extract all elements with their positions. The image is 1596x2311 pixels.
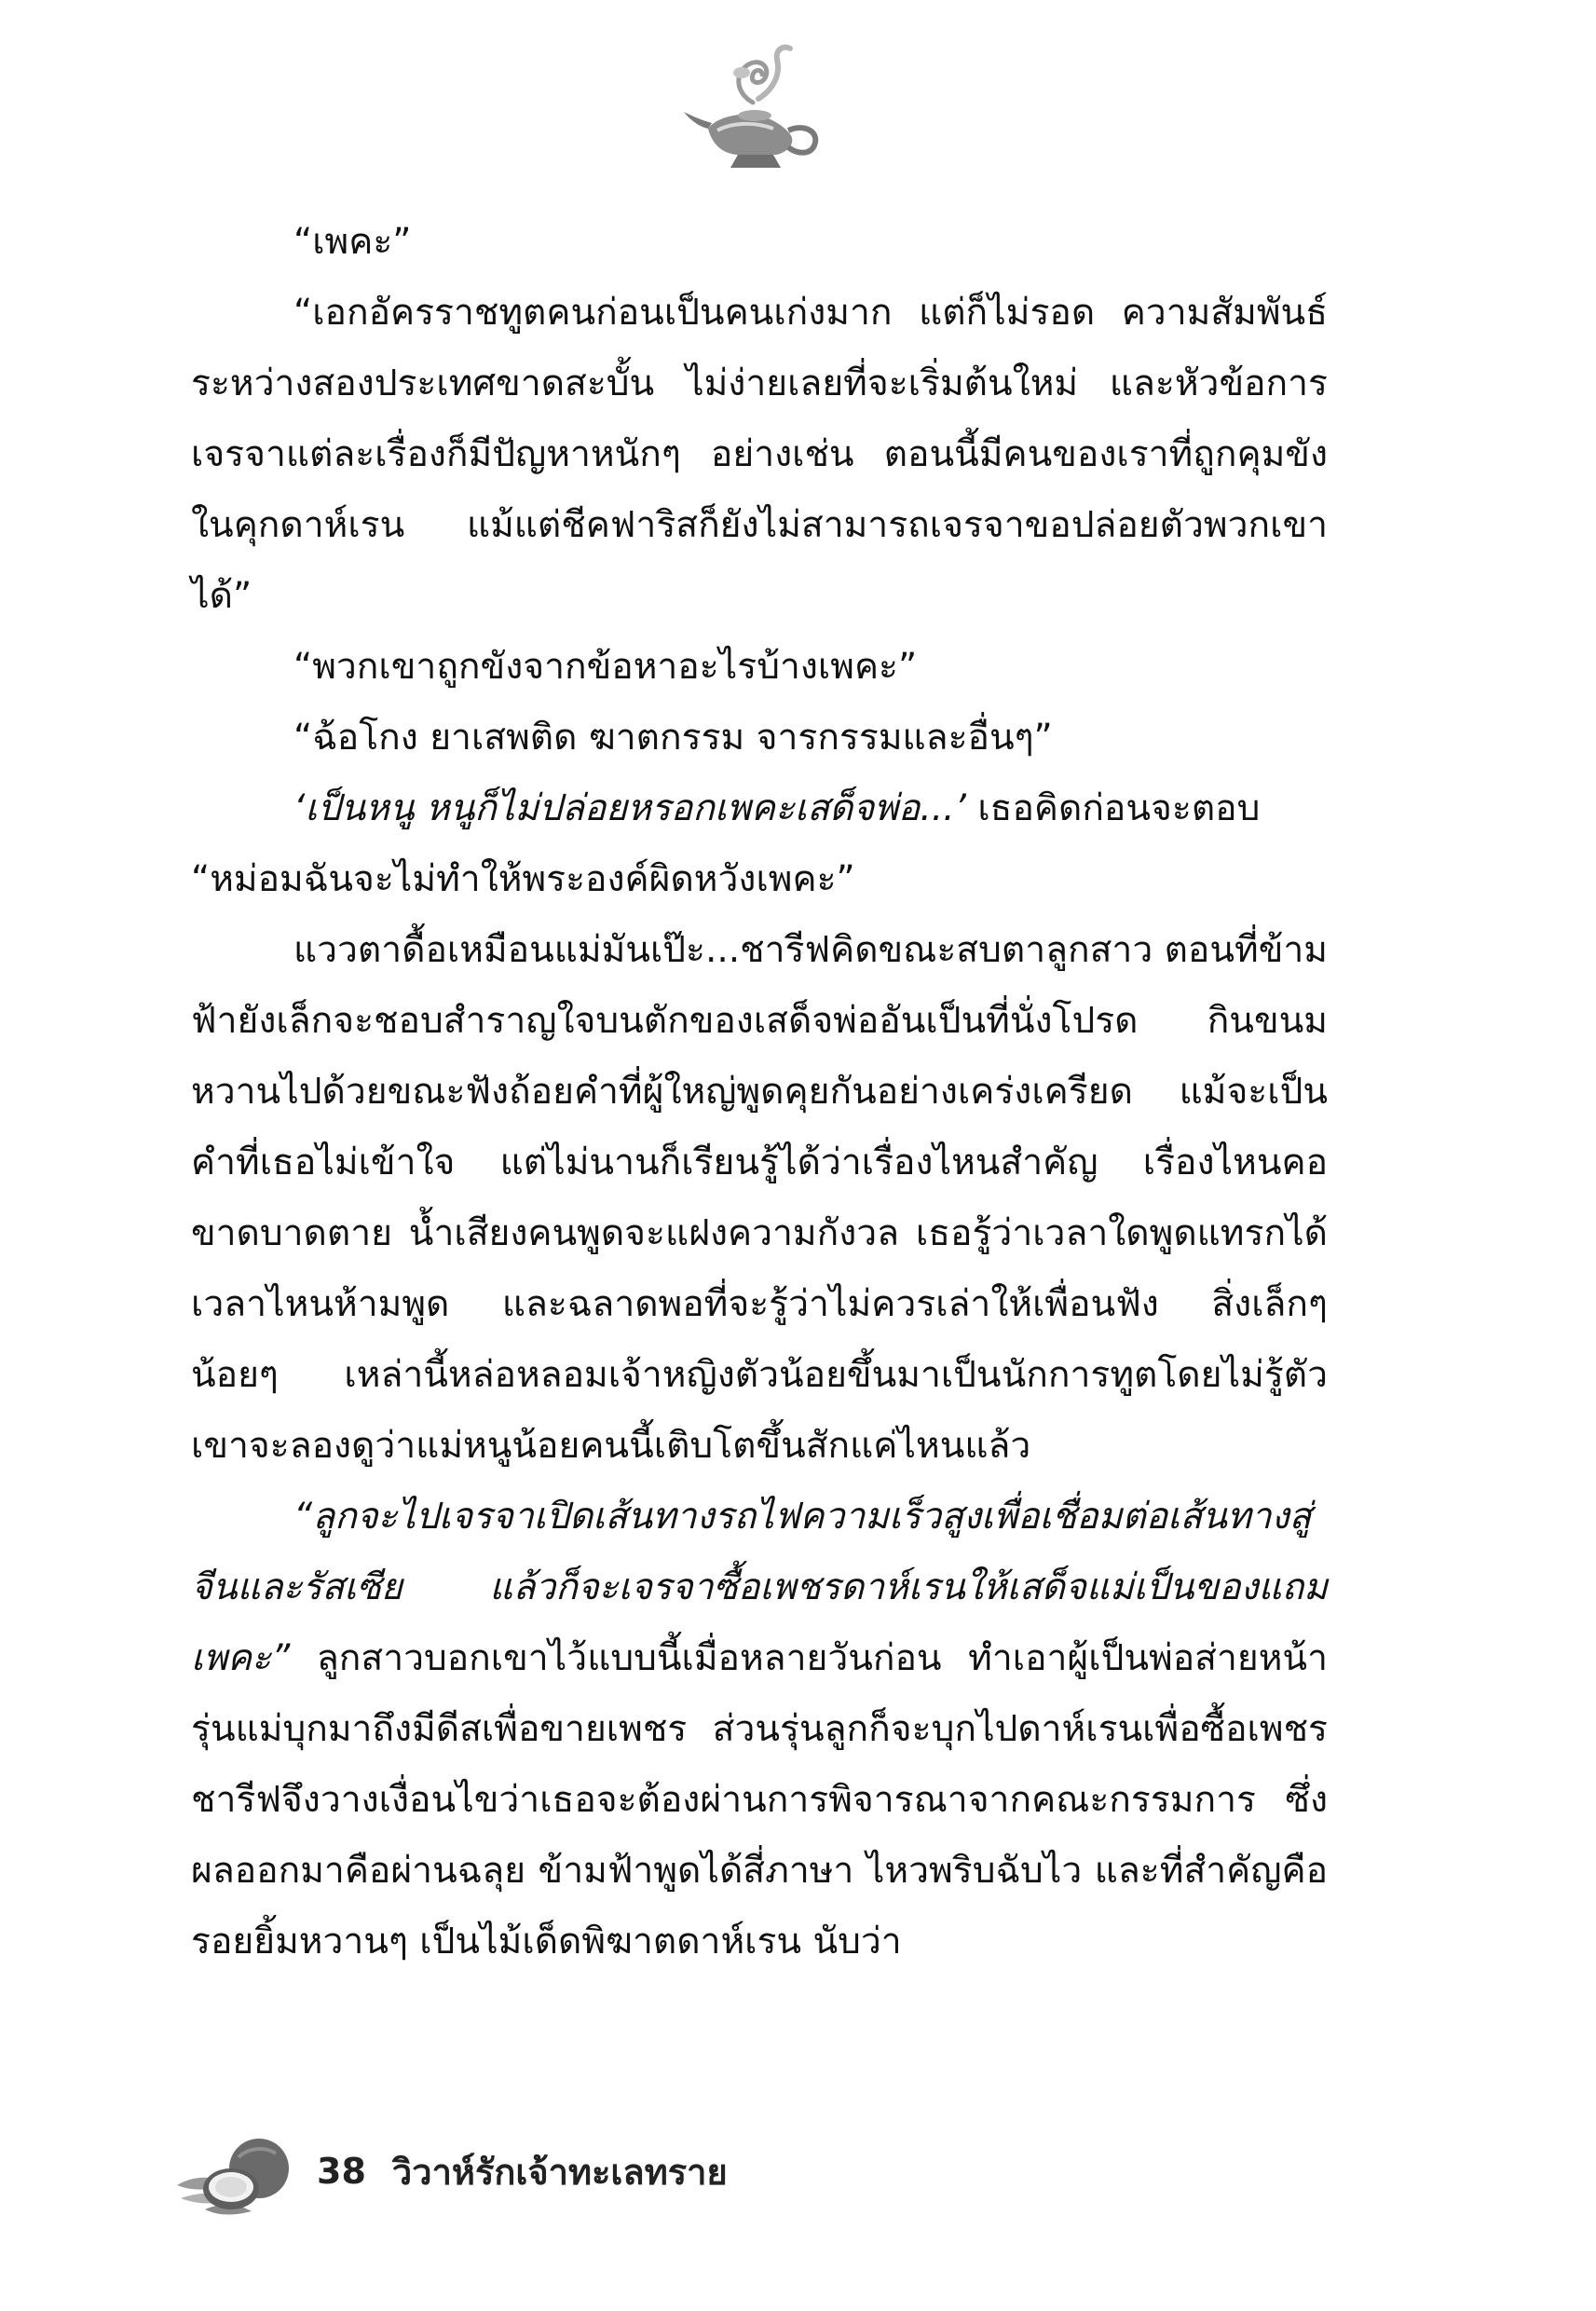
coconut-icon	[168, 2120, 298, 2222]
book-title: วิวาห์รักเจ้าทะเลทราย	[391, 2151, 728, 2193]
text-run: ลูกสาวบอกเขาไว้แบบนี้เมื่อหลายวันก่อน ทำเอาผู้เป็นพ่อส่ายหน้า รุ่นแม่บุกมาถึงมีดีสเพื่อขายเพชร ส่วนรุ่นลูกก็จะบุกไปดาห์เรนเพื่อซื้อเพชร ชารีฟจึงวางเงื่อนไขว่าเธอจะต้องผ่านการพิจารณาจากคณะกรรมการ ซึ่งผลออกมาคือผ่านฉลุย ข้ามฟ้าพูดได้สี่ภาษา ไหวพริบฉับไว และที่สำคัญคือรอยยิ้มหวานๆ เป็นไม้เด็ดพิฆาตดาห์เรน นับว่า	[191, 1637, 1328, 1962]
text-run: แววตาดื้อเหมือนแม่มันเป๊ะ...ชารีฟคิดขณะสบตาลูกสาว ตอนที่ข้ามฟ้ายังเล็กจะชอบสำราญใจบนตักของเสด็จพ่ออันเป็นที่นั่งโปรด กินขนมหวานไปด้วยขณะฟังถ้อยคำที่ผู้ใหญ่พูดคุยกันอย่างเคร่งเครียด แม้จะเป็นคำที่เธอไม่เข้าใจ แต่ไม่นานก็เรียนรู้ได้ว่าเรื่องไหนสำคัญ เรื่องไหนคอขาดบาดตาย น้ำเสียงคนพูดจะแฝงความกังวล เธอรู้ว่าเวลาใดพูดแทรกได้ เวลาไหนห้ามพูด และฉลาดพอที่จะรู้ว่าไม่ควรเล่าให้เพื่อนฟัง สิ่งเล็กๆ น้อยๆ เหล่านี้หล่อหลอมเจ้าหญิงตัวน้อยขึ้นมาเป็นนักการทูตโดยไม่รู้ตัว เขาจะลองดูว่าแม่หนูน้อยคนนี้เติบโตขึ้นสักแค่ไหนแล้ว	[191, 929, 1328, 1467]
italic-text: ‘เป็นหนู หนูก็ไม่ปล่อยหรอกเพคะเสด็จพ่อ...’	[293, 787, 966, 829]
paragraph	[191, 207, 1328, 278]
paragraph	[191, 703, 1328, 773]
page-number: 38	[317, 2151, 366, 2192]
genie-lamp-icon	[680, 37, 829, 177]
paragraph	[191, 632, 1328, 703]
paragraph	[191, 773, 1328, 844]
text-run: “เอกอัครราชทูตคนก่อนเป็นคนเก่งมาก แต่ก็ไม่รอด ความสัมพันธ์ระหว่างสองประเทศขาดสะบั้น ไม่ง่ายเลยที่จะเริ่มต้นใหม่ และหัวข้อการเจรจาแต่ละเรื่องก็มีปัญหาหนักๆ อย่างเช่น ตอนนี้มีคนของเราที่ถูกคุมขังในคุกดาห์เรน แม้แต่ชีคฟาริสก็ยังไม่สามารถเจรจาขอปล่อยตัวพวกเขาได้”	[191, 292, 1328, 617]
body-text	[191, 207, 1328, 1977]
page-footer	[168, 2120, 728, 2222]
text-run: เธอคิดก่อนจะตอบ	[965, 787, 1261, 829]
paragraph	[191, 844, 1328, 915]
italic-text: “ลูกจะไปเจรจาเปิดเส้นทางรถไฟความเร็วสูงเพื่อเชื่อมต่อเส้นทางสู่จีนและรัสเซีย แล้วก็จะเจรจาซื้อเพชรดาห์เรนให้เสด็จแม่เป็นของแถมเพคะ”	[191, 1496, 1328, 1679]
text-run: “ฉ้อโกง ยาเสพติด ฆาตกรรม จารกรรมและอื่นๆ”	[293, 717, 1053, 759]
paragraph	[191, 915, 1328, 1482]
paragraph	[191, 1482, 1328, 1977]
text-run: “พวกเขาถูกขังจากข้อหาอะไรบ้างเพคะ”	[293, 646, 918, 688]
paragraph	[191, 278, 1328, 632]
text-run: “หม่อมฉันจะไม่ทำให้พระองค์ผิดหวังเพคะ”	[191, 858, 855, 900]
text-run: “เพคะ”	[293, 221, 412, 263]
